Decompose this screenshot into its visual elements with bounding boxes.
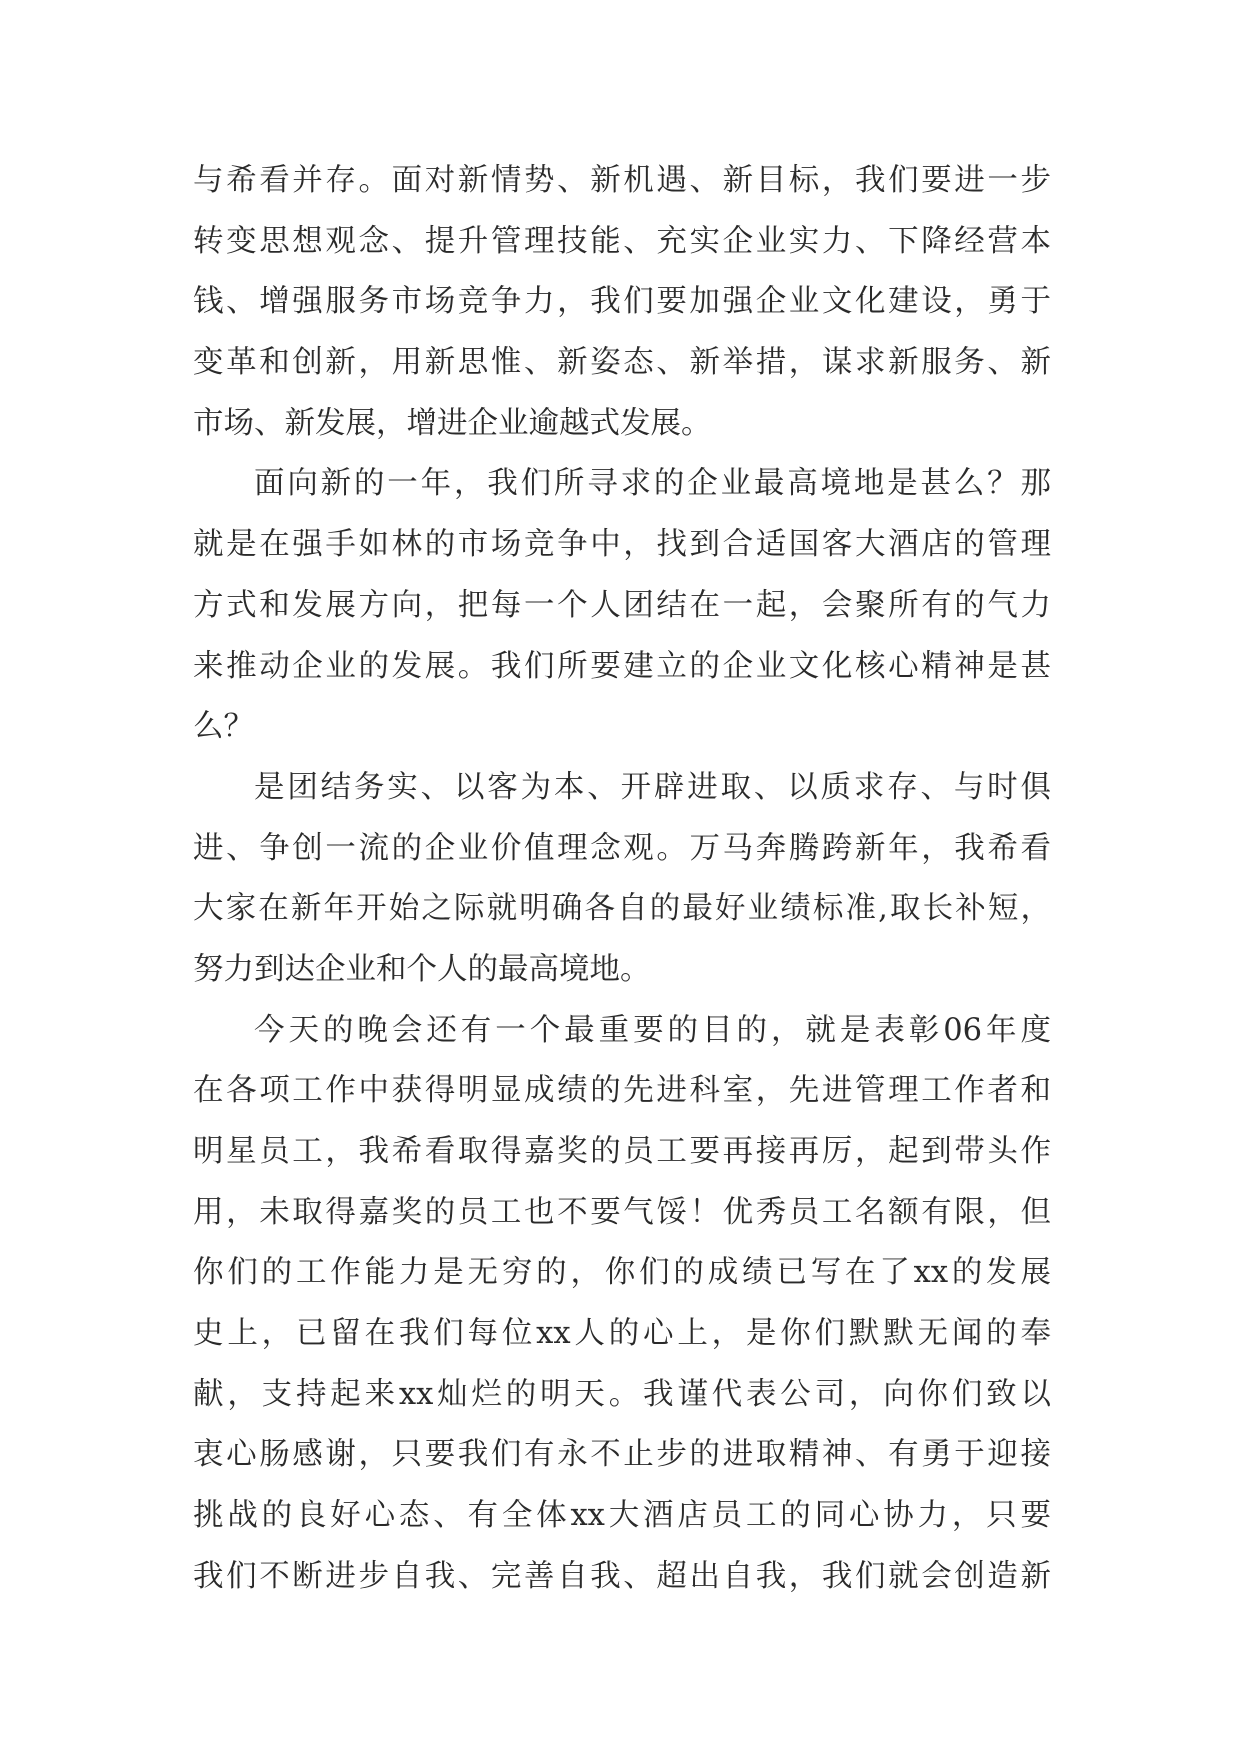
text-line: 变革和创新，用新思惟、新姿态、新举措，谋求新服务、新 [193,345,1051,381]
text-line: 市场、新发展，增进企业逾越式发展。 [193,405,712,441]
text-line: 面向新的一年，我们所寻求的企业最高境地是甚么？那 [254,466,1051,502]
text-line: 你们的工作能力是无穷的，你们的成绩已写在了xx的发展 [193,1255,1051,1291]
text-line: 与希看并存。面对新情势、新机遇、新目标，我们要进一步 [193,163,1051,198]
text-line: 献，支持起来xx灿烂的明天。我谨代表公司，向你们致以 [193,1376,1051,1412]
text-line: 就是在强手如林的市场竞争中，找到合适国客大酒店的管理 [193,527,1051,563]
text-line: 史上，已留在我们每位xx人的心上，是你们默默无闻的奉 [193,1316,1051,1352]
text-line: 么？ [193,709,254,745]
text-line: 挑战的良好心态、有全体xx大酒店员工的同心协力，只要 [193,1498,1051,1534]
text-line: 大家在新年开始之际就明确各自的最好业绩标准,取长补短， [193,891,1051,927]
text-line: 衷心肠感谢，只要我们有永不止步的进取精神、有勇于迎接 [193,1437,1051,1473]
text-line: 明星员工，我希看取得嘉奖的员工要再接再厉，起到带头作 [193,1134,1051,1169]
text-line: 今天的晚会还有一个最重要的目的，就是表彰06年度 [254,1012,1051,1048]
text-line: 用，未取得嘉奖的员工也不要气馁！优秀员工名额有限，但 [193,1194,1051,1230]
text-line: 是团结务实、以客为本、开辟进取、以质求存、与时俱 [254,769,1051,805]
text-line: 努力到达企业和个人的最高境地。 [193,951,651,987]
body-text [193,151,1051,1608]
text-line: 在各项工作中获得明显成绩的先进科室，先进管理工作者和 [193,1073,1051,1109]
text-line: 我们不断进步自我、完善自我、超出自我，我们就会创造新 [193,1558,1051,1594]
text-line: 钱、增强服务市场竞争力，我们要加强企业文化建设，勇于 [193,284,1051,320]
text-line: 来推动企业的发展。我们所要建立的企业文化核心精神是甚 [193,648,1051,684]
text-line: 进、争创一流的企业价值理念观。万马奔腾跨新年，我希看 [193,830,1051,866]
text-line: 方式和发展方向，把每一个人团结在一起，会聚所有的气力 [193,587,1051,623]
text-line: 转变思想观念、提升管理技能、充实企业实力、下降经营本 [193,223,1051,259]
